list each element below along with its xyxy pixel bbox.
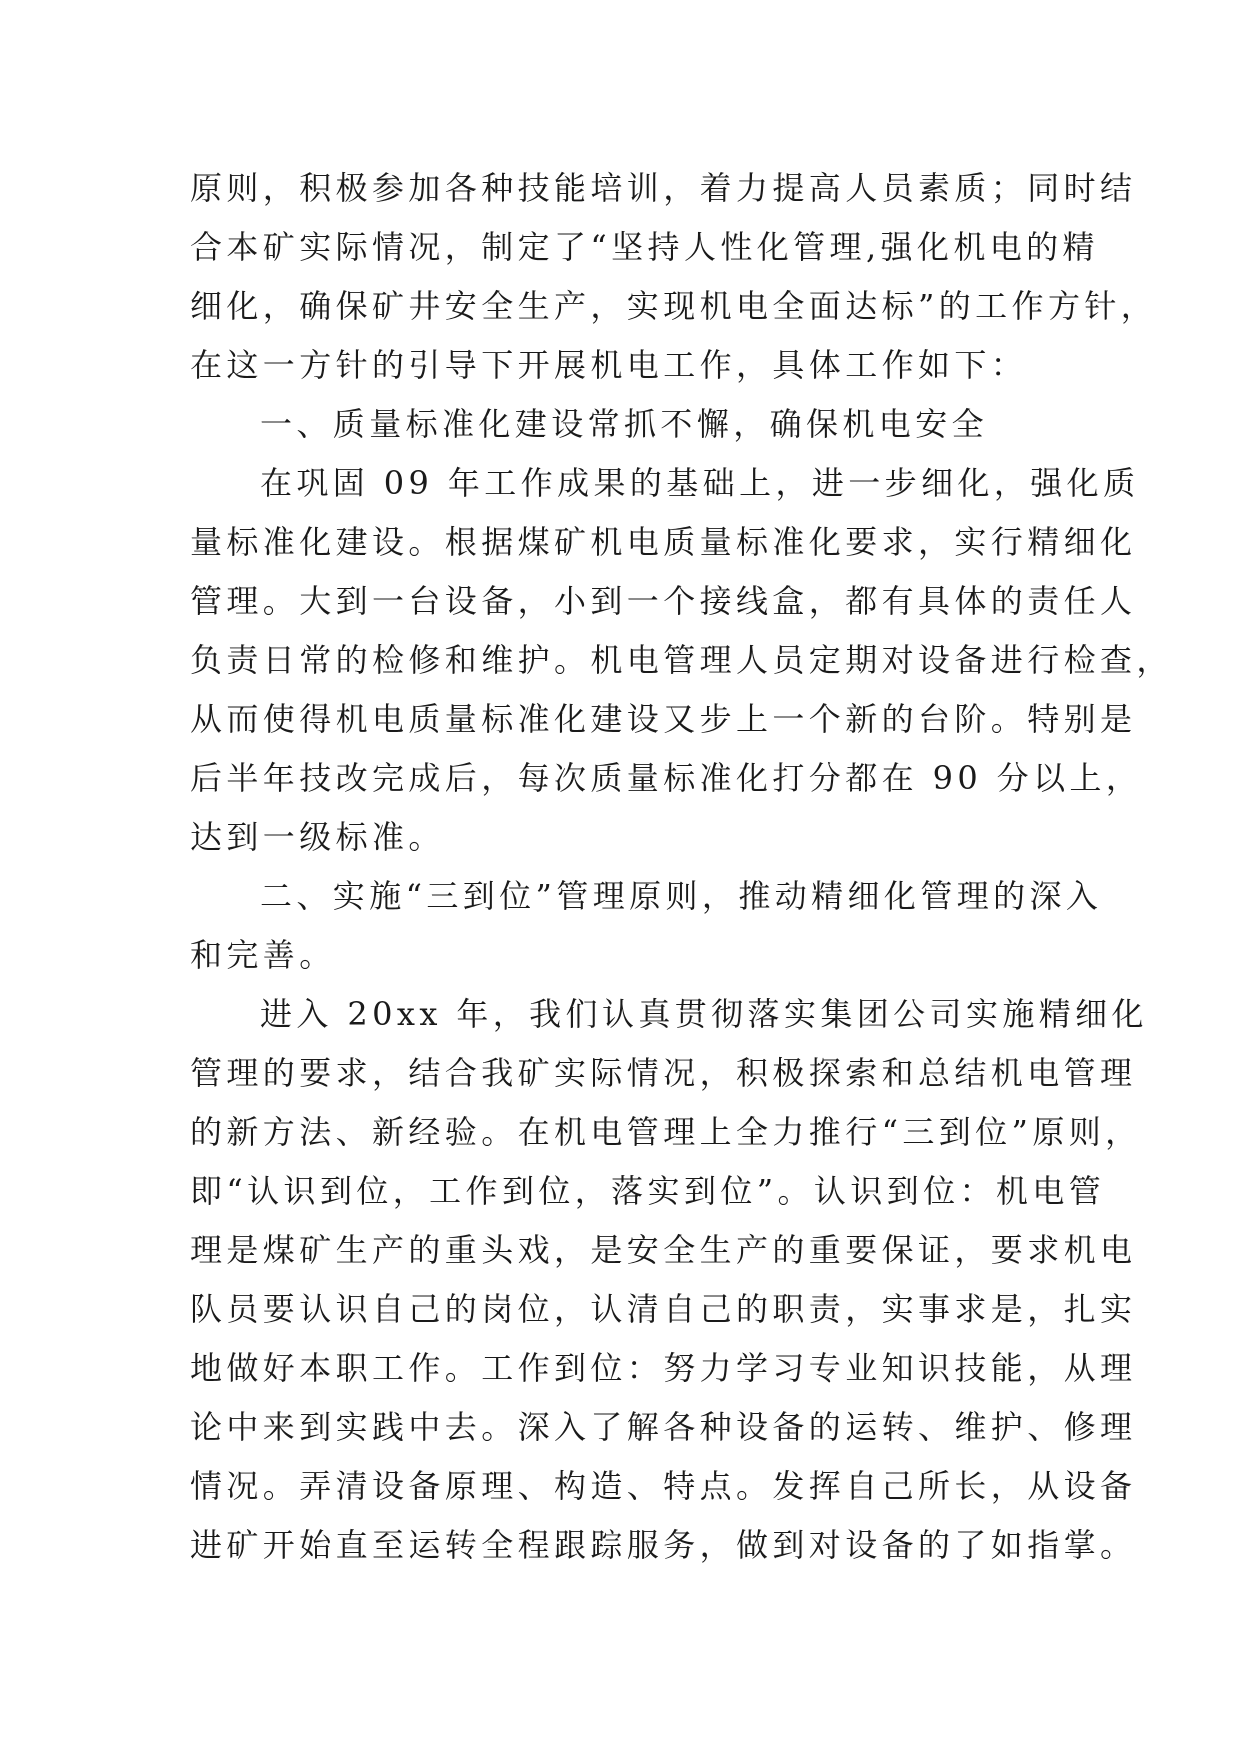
text-line: 达到一级标准。 — [190, 818, 445, 856]
text-line: 从而使得机电质量标准化建设又步上一个新的台阶。特别是 — [190, 700, 1137, 738]
section-2-paragraph — [190, 985, 1148, 1575]
text-line: 队员要认识自己的岗位，认清自己的职责，实事求是，扎实 — [190, 1290, 1137, 1328]
text-line: 合本矿实际情况，制定了“坚持人性化管理,强化机电的精 — [190, 228, 1099, 266]
heading-line: 一、质量标准化建设常抓不懈，确保机电安全 — [260, 405, 989, 443]
text-line: 论中来到实践中去。深入了解各种设备的运转、维护、修理 — [190, 1408, 1137, 1446]
text-line: 进矿开始直至运转全程跟踪服务，做到对设备的了如指掌。 — [190, 1526, 1137, 1564]
text-line: 情况。弄清设备原理、构造、特点。发挥自己所长，从设备 — [190, 1467, 1137, 1505]
text-line: 后半年技改完成后，每次质量标准化打分都在 90 分以上， — [190, 759, 1143, 797]
document-body — [190, 159, 1173, 1575]
text-line: 负责日常的检修和维护。机电管理人员定期对设备进行检查， — [190, 641, 1173, 679]
text-line: 即“认识到位，工作到位，落实到位”。认识到位：机电管 — [190, 1172, 1106, 1210]
section-heading-1 — [190, 395, 1070, 454]
text-line: 在巩固 09 年工作成果的基础上，进一步细化，强化质 — [260, 464, 1140, 502]
text-line: 理是煤矿生产的重头戏，是安全生产的重要保证，要求机电 — [190, 1231, 1137, 1269]
text-line: 管理。大到一台设备，小到一个接线盒，都有具体的责任人 — [190, 582, 1137, 620]
section-heading-2 — [190, 867, 1103, 985]
intro-paragraph — [190, 159, 1158, 395]
text-line: 的新方法、新经验。在机电管理上全力推行“三到位”原则， — [190, 1113, 1142, 1151]
section-1-paragraph — [190, 454, 1173, 867]
heading-line: 二、实施“三到位”管理原则，推动精细化管理的深入 — [260, 877, 1103, 915]
text-line: 细化，确保矿井安全生产，实现机电全面达标”的工作方针， — [190, 287, 1158, 325]
heading-line: 和完善。 — [190, 936, 336, 974]
text-line: 地做好本职工作。工作到位：努力学习专业知识技能，从理 — [190, 1349, 1137, 1387]
text-line: 管理的要求，结合我矿实际情况，积极探索和总结机电管理 — [190, 1054, 1137, 1092]
text-line: 进入 20xx 年，我们认真贯彻落实集团公司实施精细化 — [260, 995, 1148, 1033]
text-line: 在这一方针的引导下开展机电工作，具体工作如下： — [190, 346, 1028, 384]
text-line: 原则，积极参加各种技能培训，着力提高人员素质；同时结 — [190, 169, 1137, 207]
text-line: 量标准化建设。根据煤矿机电质量标准化要求，实行精细化 — [190, 523, 1137, 561]
